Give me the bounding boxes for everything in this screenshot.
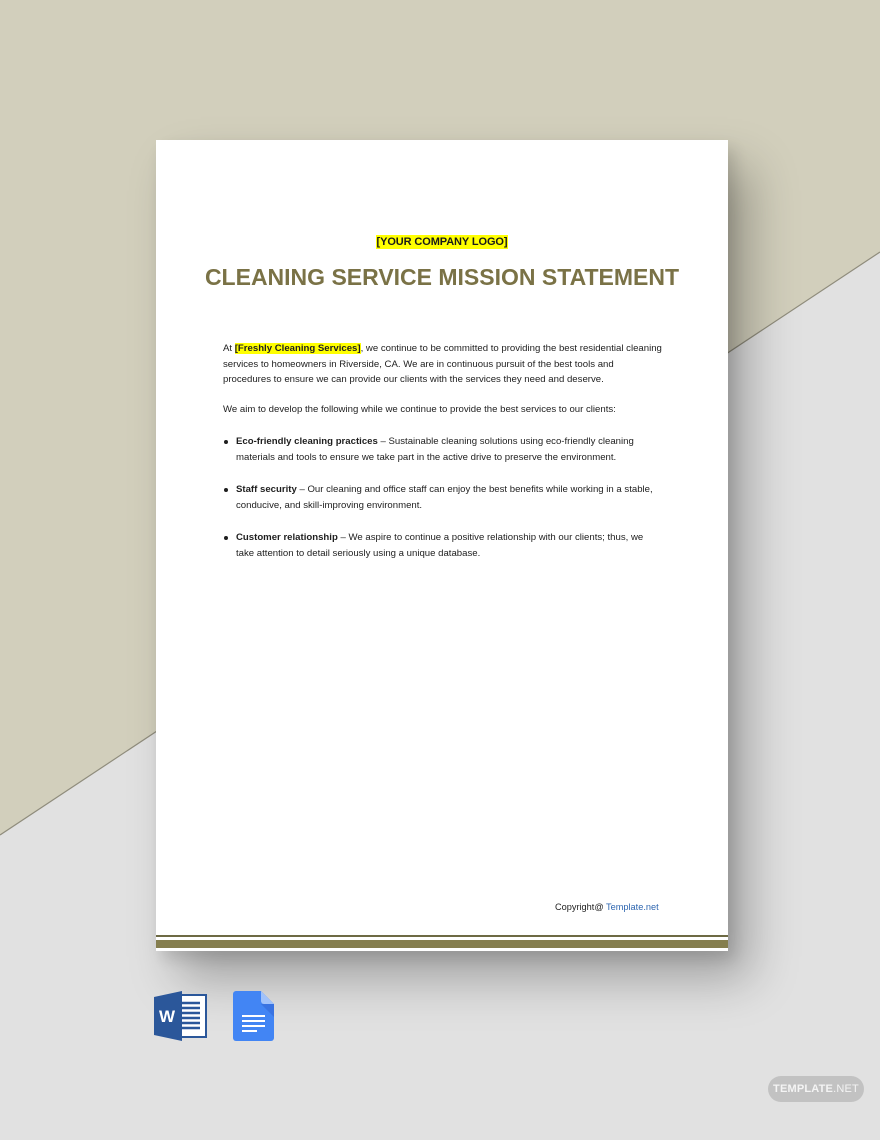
bullet-eco-friendly xyxy=(223,434,663,465)
copyright-footer xyxy=(555,902,659,912)
watermark-light: .NET xyxy=(833,1083,859,1095)
bullet-dot-icon xyxy=(224,488,228,492)
svg-text:W: W xyxy=(158,1007,176,1026)
template-net-link[interactable]: Template.net xyxy=(606,902,659,912)
bullet-staff-security xyxy=(223,482,663,513)
company-logo-placeholder: [YOUR COMPANY LOGO] xyxy=(376,236,508,248)
lead-in-paragraph: We aim to develop the following while we continue to provide the best services to our clients: xyxy=(223,404,616,415)
intro-paragraph xyxy=(223,341,663,388)
bullet-list-item xyxy=(223,530,663,561)
bullet-list-item xyxy=(223,482,663,513)
watermark-bold: TEMPLATE xyxy=(773,1083,834,1095)
footer-thick-rule xyxy=(156,940,728,948)
bullet-dot-icon xyxy=(224,536,228,540)
bullet-heading: Eco-friendly cleaning practices xyxy=(236,436,378,447)
bullet-dot-icon xyxy=(224,440,228,444)
logo-row xyxy=(156,232,728,250)
footer-thin-rule xyxy=(156,935,728,937)
bullet-text: – Our cleaning and office staff can enjoy the best benefits while working in a stable, conducive, and skill-improving environment. xyxy=(236,484,653,511)
bullet-text: – Sustainable cleaning solutions using eco-friendly cleaning materials and tools to ensure we take part in the active drive to preserve the environment. xyxy=(236,436,634,463)
bullet-customer-relationship xyxy=(223,530,663,561)
bullet-heading: Customer relationship xyxy=(236,532,338,543)
intro-prefix: At xyxy=(223,343,235,354)
microsoft-word-icon[interactable] xyxy=(154,991,208,1041)
template-net-watermark xyxy=(768,1076,864,1102)
google-docs-icon[interactable] xyxy=(233,991,274,1041)
document-page xyxy=(156,140,728,951)
company-name-placeholder: [Freshly Cleaning Services] xyxy=(234,343,361,354)
document-title: CLEANING SERVICE MISSION STATEMENT xyxy=(204,264,680,290)
intro-rest: , we continue to be committed to providing the best residential cleaning services to homeowners in Riverside, CA. We are in continuous pursuit of the best tools and procedures to ensure we can provide our clients with the services they need and deserve. xyxy=(223,343,662,385)
bullet-text: – We aspire to continue a positive relationship with our clients; thus, we take attention to detail seriously using a unique database. xyxy=(236,532,644,559)
bullet-list-item xyxy=(223,434,663,465)
copyright-label: Copyright@ xyxy=(555,902,607,912)
bullet-heading: Staff security xyxy=(236,484,297,495)
